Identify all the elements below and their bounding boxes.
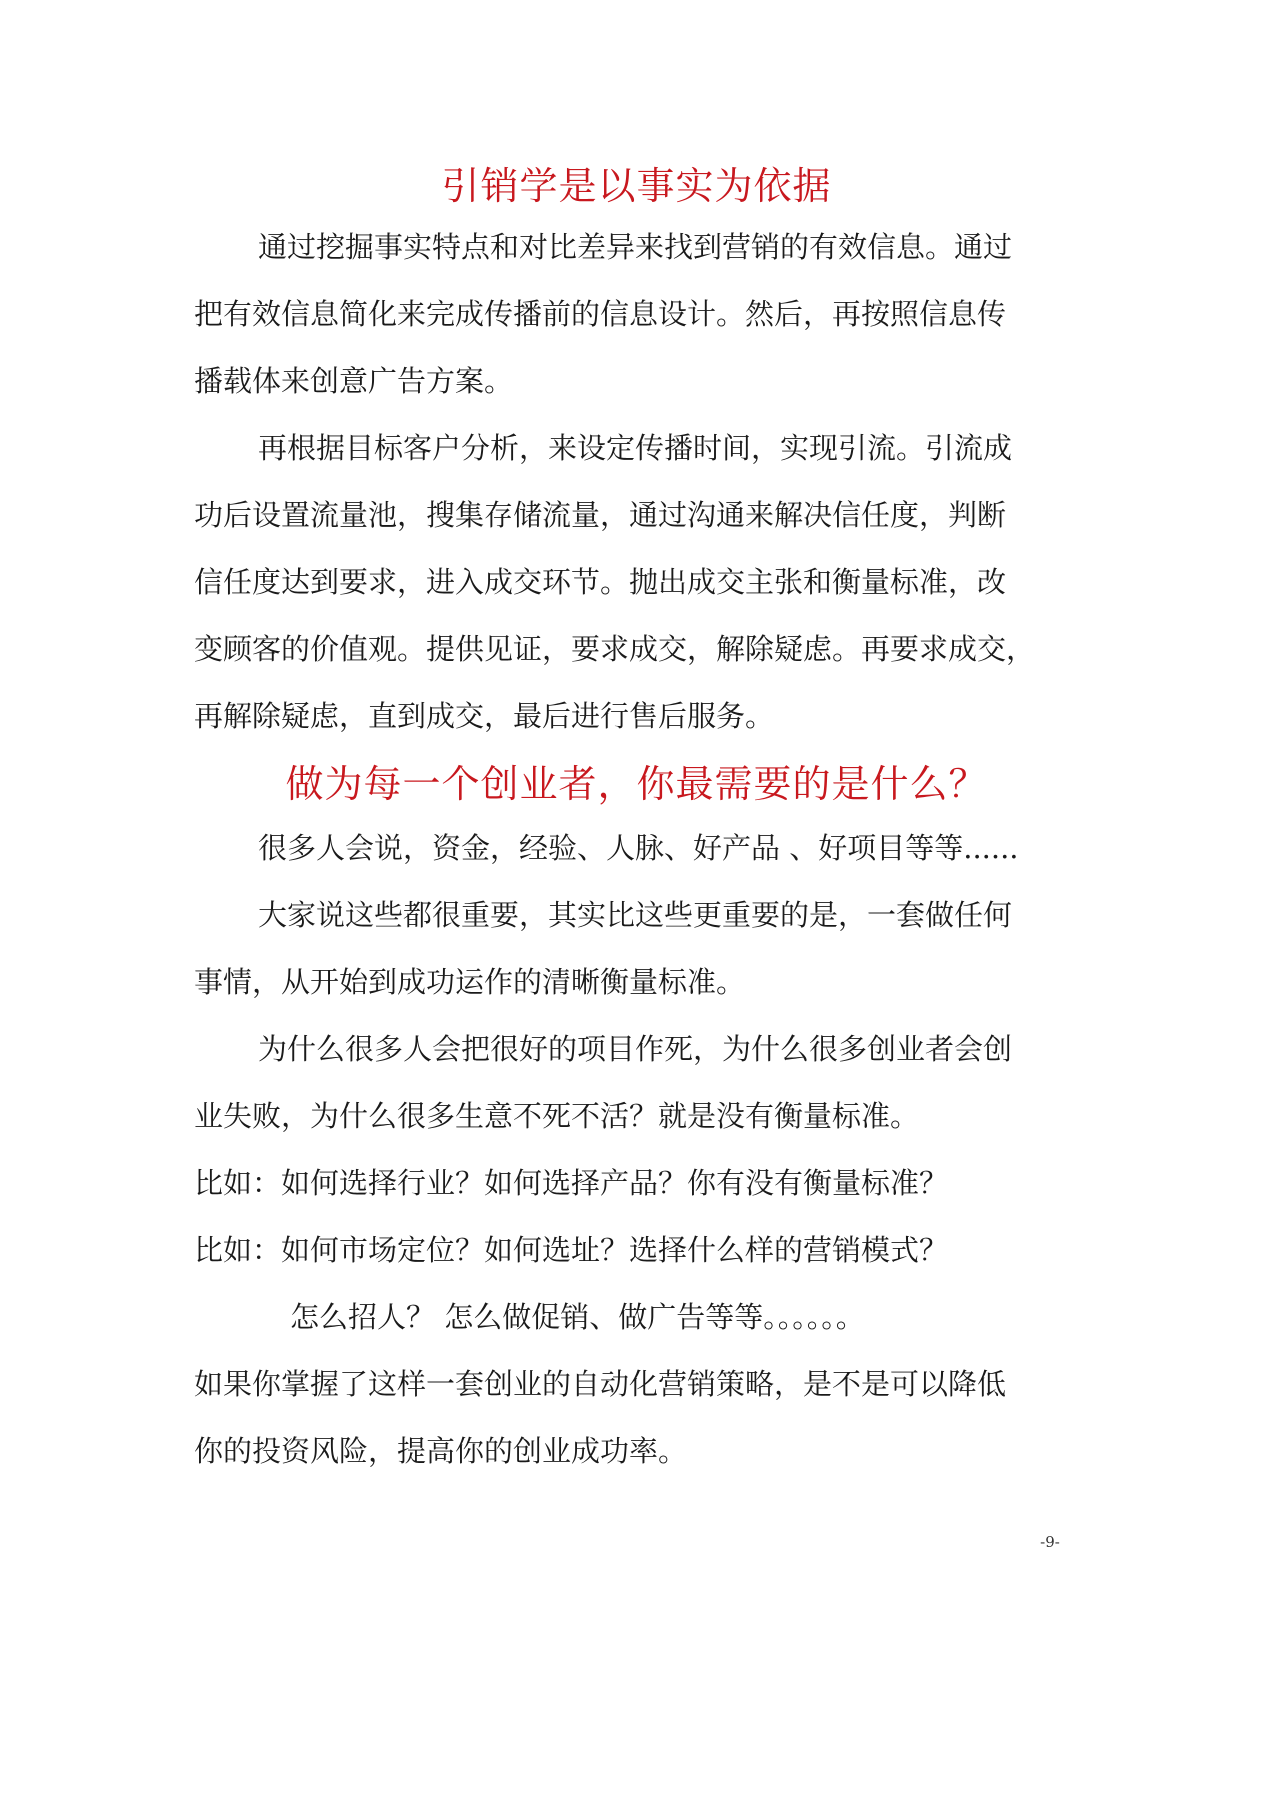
conclusion-line-2: 你的投资风险，提高你的创业成功率。: [194, 1434, 688, 1468]
page-number: -9-: [1040, 1533, 1060, 1551]
paragraph-1-line-2: 把有效信息简化来完成传播前的信息设计。然后，再按照信息传: [194, 297, 1007, 331]
paragraph-2-line-4: 变顾客的价值观。提供见证，要求成交，解除疑虑。再要求成交，: [194, 632, 1036, 666]
paragraph-2-line-3: 信任度达到要求，进入成交环节。抛出成交主张和衡量标准，改: [194, 565, 1007, 599]
paragraph-2-line-2: 功后设置流量池，搜集存储流量，通过沟通来解决信任度，判断: [194, 498, 1007, 532]
section-heading-1: 引销学是以事实为依据: [441, 164, 832, 208]
paragraph-1-line-1: 通过挖掘事实特点和对比差异来找到营销的有效信息。通过: [258, 230, 1013, 264]
example-line-2: 比如：如何市场定位？如何选址？选择什么样的营销模式？: [194, 1233, 949, 1267]
paragraph-5-line-1: 为什么很多人会把很好的项目作死，为什么很多创业者会创: [258, 1032, 1013, 1066]
paragraph-2-line-1: 再根据目标客户分析，来设定传播时间，实现引流。引流成: [258, 431, 1013, 465]
paragraph-2-line-5: 再解除疑虑，直到成交，最后进行售后服务。: [194, 699, 775, 733]
example-line-3: 怎么招人？ 怎么做促销、做广告等等。。。。。。: [290, 1300, 865, 1334]
paragraph-1-line-3: 播载体来创意广告方案。: [194, 364, 514, 398]
section-heading-2: 做为每一个创业者，你最需要的是什么？: [285, 762, 988, 806]
paragraph-3-line-1: 很多人会说，资金，经验、人脉、好产品 、好项目等等......: [258, 831, 1019, 865]
paragraph-4-line-1: 大家说这些都很重要，其实比这些更重要的是，一套做任何: [258, 898, 1013, 932]
example-line-1: 比如：如何选择行业？如何选择产品？你有没有衡量标准？: [194, 1166, 949, 1200]
paragraph-5-line-2: 业失败，为什么很多生意不死不活？就是没有衡量标准。: [194, 1099, 920, 1133]
conclusion-line-1: 如果你掌握了这样一套创业的自动化营销策略，是不是可以降低: [194, 1367, 1007, 1401]
paragraph-4-line-2: 事情，从开始到成功运作的清晰衡量标准。: [194, 965, 746, 999]
